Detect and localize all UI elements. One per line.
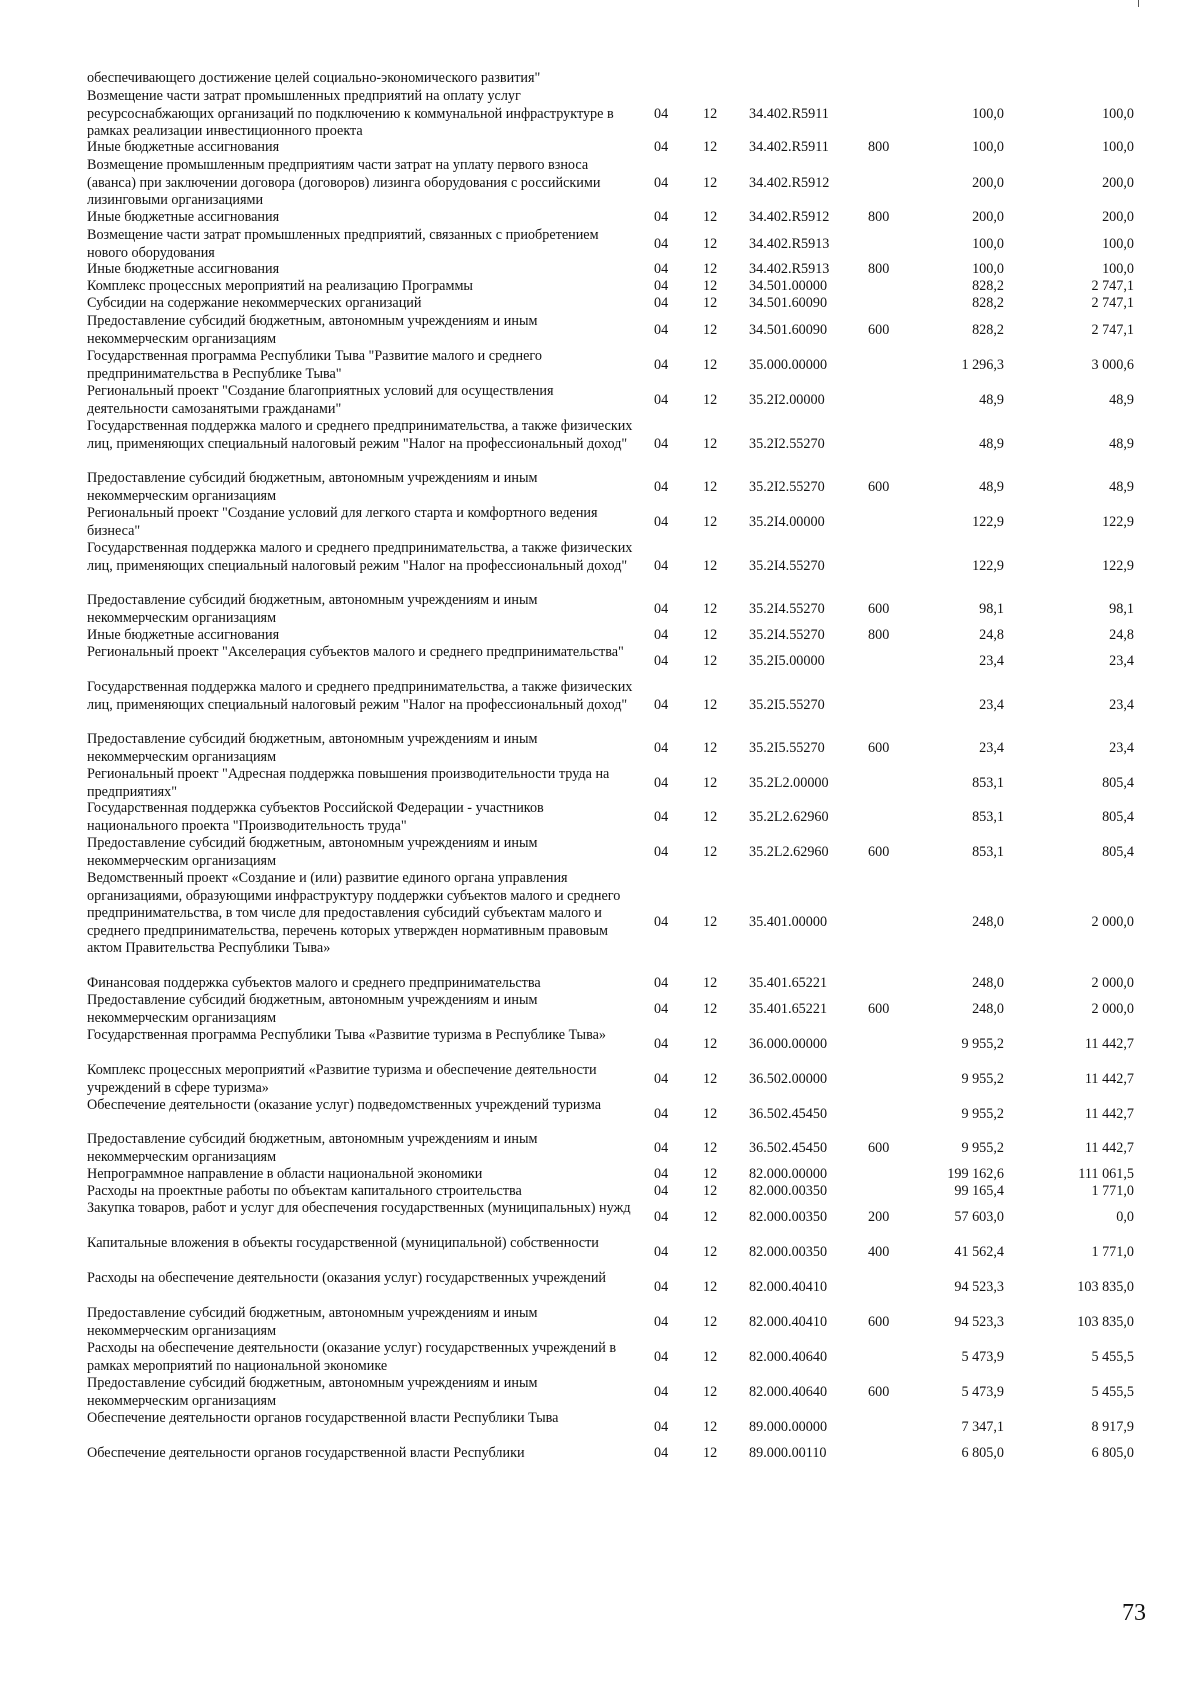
cell-rz: 04 xyxy=(654,627,669,643)
cell-prz: 12 xyxy=(703,321,718,338)
cell-prz: 12 xyxy=(703,975,718,991)
cell-csr: 82.000.00350 xyxy=(749,1243,828,1260)
cell-vr: 600 xyxy=(868,1000,890,1017)
row-name: Предоставление субсидий бюджетным, автономным учреждениям и иным некоммерческим организациям xyxy=(87,835,538,869)
row-name: Региональный проект "Создание благоприятных условий для осуществления деятельности самозанятыми гражданами" xyxy=(87,383,554,417)
table-row xyxy=(0,70,1200,88)
cell-y1: 23,4 xyxy=(979,696,1004,713)
cell-prz: 12 xyxy=(703,295,718,311)
cell-rz: 04 xyxy=(654,1000,669,1017)
row-name: Региональный проект "Адресная поддержка повышения производительности труда на предприятиях" xyxy=(87,766,610,800)
cell-y2: 200,0 xyxy=(1102,174,1134,191)
cell-y2: 1 771,0 xyxy=(1091,1243,1134,1260)
cell-y2: 5 455,5 xyxy=(1091,1383,1134,1400)
cell-csr: 34.402.R5911 xyxy=(749,139,829,155)
cell-prz: 12 xyxy=(703,235,718,252)
table-row xyxy=(0,592,1200,627)
table-row xyxy=(0,1270,1200,1305)
cell-rz: 04 xyxy=(654,739,669,756)
cell-csr: 35.2I4.55270 xyxy=(749,557,825,574)
cell-rz: 04 xyxy=(654,1035,669,1052)
row-name: Субсидии на содержание некоммерческих организаций xyxy=(87,295,422,311)
table-row xyxy=(0,1027,1200,1062)
cell-y1: 200,0 xyxy=(972,209,1004,225)
table-row xyxy=(0,835,1200,870)
table-row xyxy=(0,679,1200,732)
row-name: Ведомственный проект «Создание и (или) развитие единого органа управления организациями, образующими инфраструктуру поддержки субъектов малого и среднего предпринимательства, в том числе для предоставления субсидий субъектам малого и среднего предпринимательства, перечень которых утвержден нормативным правовым актом Правительства Республики Тыва» xyxy=(87,870,621,957)
cell-y1: 100,0 xyxy=(972,105,1004,122)
cell-rz: 04 xyxy=(654,843,669,860)
cell-y1: 98,1 xyxy=(979,600,1004,617)
table-row xyxy=(0,88,1200,141)
cell-y1: 9 955,2 xyxy=(961,1139,1004,1156)
cell-y2: 24,8 xyxy=(1109,627,1134,643)
cell-rz: 04 xyxy=(654,1139,669,1156)
cell-y1: 99 165,4 xyxy=(954,1183,1004,1199)
cell-rz: 04 xyxy=(654,174,669,191)
cell-prz: 12 xyxy=(703,478,718,495)
cell-vr: 800 xyxy=(868,139,890,155)
cell-y1: 94 523,3 xyxy=(954,1313,1004,1330)
row-name: Комплекс процессных мероприятий «Развитие туризма и обеспечение деятельности учреждений в сфере туризма» xyxy=(87,1062,597,1096)
table-row xyxy=(0,261,1200,279)
row-name: Комплекс процессных мероприятий на реализацию Программы xyxy=(87,278,473,294)
cell-csr: 35.2I2.00000 xyxy=(749,391,825,408)
cell-csr: 34.402.R5912 xyxy=(749,209,830,225)
cell-vr: 600 xyxy=(868,843,890,860)
row-name: Предоставление субсидий бюджетным, автономным учреждениям и иным некоммерческим организациям xyxy=(87,731,538,765)
row-name: Обеспечение деятельности (оказание услуг) подведомственных учреждений туризма xyxy=(87,1097,602,1113)
table-row xyxy=(0,470,1200,505)
table-row xyxy=(0,766,1200,801)
row-name: Государственная программа Республики Тыва "Развитие малого и среднего предпринимательства в Республике Тыва" xyxy=(87,348,542,382)
cell-csr: 35.2I2.55270 xyxy=(749,478,825,495)
cell-prz: 12 xyxy=(703,209,718,225)
cell-y1: 5 473,9 xyxy=(961,1348,1004,1365)
row-name: Предоставление субсидий бюджетным, автономным учреждениям и иным некоммерческим организациям xyxy=(87,992,538,1026)
cell-csr: 82.000.40640 xyxy=(749,1383,828,1400)
cell-rz: 04 xyxy=(654,1348,669,1365)
cell-y1: 6 805,0 xyxy=(961,1445,1004,1461)
cell-csr: 36.000.00000 xyxy=(749,1035,828,1052)
cell-y2: 2 000,0 xyxy=(1091,975,1134,991)
cell-csr: 36.502.45450 xyxy=(749,1105,828,1122)
table-row xyxy=(0,1445,1200,1463)
cell-csr: 35.2L2.62960 xyxy=(749,808,829,825)
table-row xyxy=(0,139,1200,157)
cell-rz: 04 xyxy=(654,652,669,669)
cell-y2: 805,4 xyxy=(1102,808,1134,825)
row-name: Региональный проект "Акселерация субъектов малого и среднего предпринимательства" xyxy=(87,644,624,660)
cell-prz: 12 xyxy=(703,1070,718,1087)
cell-y1: 122,9 xyxy=(972,513,1004,530)
cell-rz: 04 xyxy=(654,478,669,495)
table-row xyxy=(0,1340,1200,1375)
cell-y1: 23,4 xyxy=(979,652,1004,669)
row-name: Непрограммное направление в области национальной экономики xyxy=(87,1166,483,1182)
cell-csr: 34.402.R5913 xyxy=(749,261,830,277)
cell-y2: 48,9 xyxy=(1109,391,1134,408)
cell-prz: 12 xyxy=(703,278,718,294)
cell-prz: 12 xyxy=(703,513,718,530)
cell-prz: 12 xyxy=(703,1348,718,1365)
cell-y2: 805,4 xyxy=(1102,843,1134,860)
cell-csr: 82.000.00350 xyxy=(749,1208,828,1225)
cell-y2: 100,0 xyxy=(1102,105,1134,122)
table-row xyxy=(0,1235,1200,1270)
cell-y1: 100,0 xyxy=(972,139,1004,155)
cell-vr: 600 xyxy=(868,739,890,756)
cell-prz: 12 xyxy=(703,843,718,860)
cell-prz: 12 xyxy=(703,808,718,825)
cell-y2: 23,4 xyxy=(1109,652,1134,669)
cell-y2: 200,0 xyxy=(1102,209,1134,225)
cell-csr: 34.501.60090 xyxy=(749,321,828,338)
cell-csr: 89.000.00000 xyxy=(749,1418,828,1435)
cell-prz: 12 xyxy=(703,261,718,277)
cell-vr: 800 xyxy=(868,627,890,643)
row-name: Обеспечение деятельности органов государственной власти Республики xyxy=(87,1445,525,1461)
cell-prz: 12 xyxy=(703,105,718,122)
scan-corner-mark xyxy=(1138,0,1139,7)
cell-vr: 600 xyxy=(868,1313,890,1330)
cell-rz: 04 xyxy=(654,1383,669,1400)
cell-y2: 23,4 xyxy=(1109,696,1134,713)
cell-csr: 34.501.60090 xyxy=(749,295,828,311)
cell-y2: 23,4 xyxy=(1109,739,1134,756)
cell-vr: 600 xyxy=(868,321,890,338)
cell-y1: 100,0 xyxy=(972,261,1004,277)
table-row xyxy=(0,278,1200,296)
cell-rz: 04 xyxy=(654,1313,669,1330)
cell-y1: 5 473,9 xyxy=(961,1383,1004,1400)
table-row xyxy=(0,644,1200,679)
cell-y2: 11 442,7 xyxy=(1084,1139,1134,1156)
cell-rz: 04 xyxy=(654,914,669,930)
row-name: Возмещение части затрат промышленных предприятий на оплату услуг ресурсоснабжающих организаций по подключению к коммунальной инфраструктуре в рамках реализации инвестиционного проекта xyxy=(87,88,614,140)
cell-rz: 04 xyxy=(654,1278,669,1295)
cell-y2: 100,0 xyxy=(1102,261,1134,277)
cell-y1: 122,9 xyxy=(972,557,1004,574)
row-name: обеспечивающего достижение целей социально-экономического развития" xyxy=(87,70,541,86)
cell-y2: 122,9 xyxy=(1102,557,1134,574)
cell-y2: 11 442,7 xyxy=(1084,1105,1134,1122)
cell-prz: 12 xyxy=(703,356,718,373)
cell-csr: 89.000.00110 xyxy=(749,1445,827,1461)
row-name: Предоставление субсидий бюджетным, автономным учреждениям и иным некоммерческим организациям xyxy=(87,1375,538,1409)
cell-y2: 2 747,1 xyxy=(1091,278,1134,294)
cell-y2: 6 805,0 xyxy=(1091,1445,1134,1461)
cell-csr: 35.2I4.55270 xyxy=(749,627,825,643)
row-name: Государственная программа Республики Тыва «Развитие туризма в Республике Тыва» xyxy=(87,1027,606,1043)
cell-rz: 04 xyxy=(654,209,669,225)
table-row xyxy=(0,870,1200,976)
cell-prz: 12 xyxy=(703,1418,718,1435)
cell-vr: 200 xyxy=(868,1208,890,1225)
cell-y2: 11 442,7 xyxy=(1084,1035,1134,1052)
cell-prz: 12 xyxy=(703,914,718,930)
cell-rz: 04 xyxy=(654,513,669,530)
cell-prz: 12 xyxy=(703,557,718,574)
row-name: Региональный проект "Создание условий для легкого старта и комфортного ведения бизнеса" xyxy=(87,505,598,539)
row-name: Финансовая поддержка субъектов малого и среднего предпринимательства xyxy=(87,975,541,991)
table-row xyxy=(0,731,1200,766)
cell-y1: 41 562,4 xyxy=(954,1243,1004,1260)
cell-y2: 103 835,0 xyxy=(1077,1278,1134,1295)
row-name: Государственная поддержка малого и среднего предпринимательства, а также физических лиц, применяющих специальный налоговый режим "Налог на профессиональный доход" xyxy=(87,418,633,452)
table-row xyxy=(0,1062,1200,1097)
cell-y2: 3 000,6 xyxy=(1091,356,1134,373)
cell-rz: 04 xyxy=(654,295,669,311)
row-name: Предоставление субсидий бюджетным, автономным учреждениям и иным некоммерческим организациям xyxy=(87,1131,538,1165)
table-row xyxy=(0,800,1200,835)
cell-prz: 12 xyxy=(703,174,718,191)
cell-rz: 04 xyxy=(654,105,669,122)
cell-csr: 34.402.R5911 xyxy=(749,105,829,122)
row-name: Капитальные вложения в объекты государственной (муниципальной) собственности xyxy=(87,1235,599,1251)
cell-y2: 111 061,5 xyxy=(1078,1166,1134,1182)
cell-csr: 35.2I4.00000 xyxy=(749,513,825,530)
cell-vr: 800 xyxy=(868,261,890,277)
cell-y2: 805,4 xyxy=(1102,774,1134,791)
row-name: Предоставление субсидий бюджетным, автономным учреждениям и иным некоммерческим организациям xyxy=(87,470,538,504)
cell-csr: 82.000.00000 xyxy=(749,1166,828,1182)
table-row xyxy=(0,992,1200,1027)
cell-y2: 8 917,9 xyxy=(1091,1418,1134,1435)
cell-prz: 12 xyxy=(703,774,718,791)
cell-csr: 82.000.40410 xyxy=(749,1313,828,1330)
cell-prz: 12 xyxy=(703,627,718,643)
cell-csr: 35.401.65221 xyxy=(749,1000,828,1017)
table-row xyxy=(0,348,1200,383)
cell-rz: 04 xyxy=(654,1166,669,1182)
cell-prz: 12 xyxy=(703,1383,718,1400)
cell-rz: 04 xyxy=(654,1183,669,1199)
row-name: Иные бюджетные ассигнования xyxy=(87,139,280,155)
cell-y1: 200,0 xyxy=(972,174,1004,191)
cell-y1: 48,9 xyxy=(979,435,1004,452)
cell-prz: 12 xyxy=(703,435,718,452)
cell-csr: 34.402.R5913 xyxy=(749,235,830,252)
cell-y1: 24,8 xyxy=(979,627,1004,643)
cell-y2: 2 000,0 xyxy=(1091,1000,1134,1017)
cell-y1: 9 955,2 xyxy=(961,1070,1004,1087)
cell-prz: 12 xyxy=(703,1208,718,1225)
cell-csr: 34.402.R5912 xyxy=(749,174,830,191)
cell-rz: 04 xyxy=(654,391,669,408)
cell-y2: 122,9 xyxy=(1102,513,1134,530)
table-row xyxy=(0,383,1200,418)
cell-y2: 48,9 xyxy=(1109,435,1134,452)
cell-prz: 12 xyxy=(703,1183,718,1199)
cell-csr: 35.2L2.62960 xyxy=(749,843,829,860)
cell-rz: 04 xyxy=(654,696,669,713)
cell-csr: 36.502.45450 xyxy=(749,1139,828,1156)
cell-csr: 35.000.00000 xyxy=(749,356,828,373)
row-name: Закупка товаров, работ и услуг для обеспечения государственных (муниципальных) нужд xyxy=(87,1200,631,1216)
cell-y1: 48,9 xyxy=(979,391,1004,408)
cell-y2: 5 455,5 xyxy=(1091,1348,1134,1365)
cell-csr: 82.000.40640 xyxy=(749,1348,828,1365)
cell-vr: 600 xyxy=(868,600,890,617)
cell-rz: 04 xyxy=(654,1445,669,1461)
cell-rz: 04 xyxy=(654,278,669,294)
cell-prz: 12 xyxy=(703,1166,718,1182)
table-row xyxy=(0,975,1200,993)
cell-y2: 103 835,0 xyxy=(1077,1313,1134,1330)
cell-y1: 248,0 xyxy=(972,1000,1004,1017)
cell-y1: 1 296,3 xyxy=(961,356,1004,373)
cell-y1: 100,0 xyxy=(972,235,1004,252)
table-row xyxy=(0,627,1200,645)
table-row xyxy=(0,295,1200,313)
table-row xyxy=(0,1166,1200,1184)
table-row xyxy=(0,1375,1200,1410)
cell-y1: 828,2 xyxy=(972,295,1004,311)
cell-prz: 12 xyxy=(703,739,718,756)
table-row xyxy=(0,1410,1200,1445)
cell-y2: 100,0 xyxy=(1102,235,1134,252)
cell-csr: 82.000.40410 xyxy=(749,1278,828,1295)
cell-y2: 1 771,0 xyxy=(1091,1183,1134,1199)
cell-prz: 12 xyxy=(703,391,718,408)
cell-y1: 7 347,1 xyxy=(961,1418,1004,1435)
cell-prz: 12 xyxy=(703,139,718,155)
row-name: Обеспечение деятельности органов государственной власти Республики Тыва xyxy=(87,1410,559,1426)
cell-rz: 04 xyxy=(654,1243,669,1260)
cell-y2: 2 000,0 xyxy=(1091,914,1134,930)
cell-prz: 12 xyxy=(703,1243,718,1260)
cell-prz: 12 xyxy=(703,600,718,617)
cell-csr: 35.2I5.00000 xyxy=(749,652,825,669)
cell-rz: 04 xyxy=(654,261,669,277)
cell-rz: 04 xyxy=(654,235,669,252)
cell-vr: 600 xyxy=(868,1139,890,1156)
cell-rz: 04 xyxy=(654,356,669,373)
cell-csr: 35.2I2.55270 xyxy=(749,435,825,452)
row-name: Государственная поддержка субъектов Российской Федерации - участников национального проекта "Производительность труда" xyxy=(87,800,544,834)
cell-y1: 23,4 xyxy=(979,739,1004,756)
table-row xyxy=(0,157,1200,210)
row-name: Иные бюджетные ассигнования xyxy=(87,209,280,225)
cell-csr: 35.401.65221 xyxy=(749,975,828,991)
table-row xyxy=(0,1305,1200,1340)
cell-y2: 98,1 xyxy=(1109,600,1134,617)
cell-prz: 12 xyxy=(703,696,718,713)
cell-rz: 04 xyxy=(654,975,669,991)
table-row xyxy=(0,1200,1200,1235)
cell-vr: 600 xyxy=(868,1383,890,1400)
row-name: Расходы на проектные работы по объектам капитального строительства xyxy=(87,1183,522,1199)
cell-y1: 853,1 xyxy=(972,774,1004,791)
cell-rz: 04 xyxy=(654,600,669,617)
cell-rz: 04 xyxy=(654,1418,669,1435)
cell-y2: 2 747,1 xyxy=(1091,321,1134,338)
cell-prz: 12 xyxy=(703,652,718,669)
table-row xyxy=(0,227,1200,262)
cell-csr: 34.501.00000 xyxy=(749,278,828,294)
cell-prz: 12 xyxy=(703,1035,718,1052)
row-name: Возмещение промышленным предприятиям части затрат на уплату первого взноса (аванса) при заключении договора (договоров) лизинга оборудования с российскими лизинговыми организациями xyxy=(87,157,601,209)
cell-y1: 853,1 xyxy=(972,808,1004,825)
cell-rz: 04 xyxy=(654,321,669,338)
cell-y2: 0,0 xyxy=(1116,1208,1134,1225)
table-row xyxy=(0,418,1200,471)
table-row xyxy=(0,1131,1200,1166)
cell-rz: 04 xyxy=(654,557,669,574)
cell-prz: 12 xyxy=(703,1313,718,1330)
cell-csr: 36.502.00000 xyxy=(749,1070,828,1087)
cell-rz: 04 xyxy=(654,139,669,155)
table-row xyxy=(0,313,1200,348)
cell-y1: 9 955,2 xyxy=(961,1035,1004,1052)
cell-y1: 199 162,6 xyxy=(947,1166,1004,1182)
cell-y1: 828,2 xyxy=(972,278,1004,294)
row-name: Государственная поддержка малого и среднего предпринимательства, а также физических лиц, применяющих специальный налоговый режим "Налог на профессиональный доход" xyxy=(87,540,633,574)
row-name: Расходы на обеспечение деятельности (оказание услуг) государственных учреждений в рамках мероприятий по национальной экономике xyxy=(87,1340,617,1374)
table-row xyxy=(0,1097,1200,1132)
cell-y1: 248,0 xyxy=(972,975,1004,991)
cell-prz: 12 xyxy=(703,1445,718,1461)
cell-csr: 35.2I5.55270 xyxy=(749,696,825,713)
cell-y2: 48,9 xyxy=(1109,478,1134,495)
table-row xyxy=(0,1183,1200,1201)
cell-prz: 12 xyxy=(703,1139,718,1156)
table-row xyxy=(0,505,1200,540)
row-name: Предоставление субсидий бюджетным, автономным учреждениям и иным некоммерческим организациям xyxy=(87,592,538,626)
row-name: Предоставление субсидий бюджетным, автономным учреждениям и иным некоммерческим организациям xyxy=(87,313,538,347)
cell-y2: 11 442,7 xyxy=(1084,1070,1134,1087)
row-name: Иные бюджетные ассигнования xyxy=(87,261,280,277)
cell-rz: 04 xyxy=(654,808,669,825)
cell-y1: 9 955,2 xyxy=(961,1105,1004,1122)
row-name: Иные бюджетные ассигнования xyxy=(87,627,280,643)
cell-vr: 800 xyxy=(868,209,890,225)
row-name: Возмещение части затрат промышленных предприятий, связанных с приобретением нового оборудования xyxy=(87,227,599,261)
row-name: Государственная поддержка малого и среднего предпринимательства, а также физических лиц, применяющих специальный налоговый режим "Налог на профессиональный доход" xyxy=(87,679,633,713)
cell-y2: 2 747,1 xyxy=(1091,295,1134,311)
table-row xyxy=(0,209,1200,227)
cell-prz: 12 xyxy=(703,1105,718,1122)
cell-y2: 100,0 xyxy=(1102,139,1134,155)
cell-y1: 853,1 xyxy=(972,843,1004,860)
row-name: Расходы на обеспечение деятельности (оказания услуг) государственных учреждений xyxy=(87,1270,607,1286)
cell-prz: 12 xyxy=(703,1278,718,1295)
table-row xyxy=(0,540,1200,593)
cell-vr: 400 xyxy=(868,1243,890,1260)
cell-csr: 35.401.00000 xyxy=(749,914,828,930)
cell-rz: 04 xyxy=(654,1070,669,1087)
cell-rz: 04 xyxy=(654,1208,669,1225)
cell-rz: 04 xyxy=(654,435,669,452)
page-number: 73 xyxy=(1122,1600,1146,1626)
cell-vr: 600 xyxy=(868,478,890,495)
cell-csr: 35.2I4.55270 xyxy=(749,600,825,617)
cell-csr: 35.2L2.00000 xyxy=(749,774,829,791)
cell-rz: 04 xyxy=(654,1105,669,1122)
cell-y1: 57 603,0 xyxy=(954,1208,1004,1225)
cell-prz: 12 xyxy=(703,1000,718,1017)
row-name: Предоставление субсидий бюджетным, автономным учреждениям и иным некоммерческим организациям xyxy=(87,1305,538,1339)
cell-csr: 82.000.00350 xyxy=(749,1183,828,1199)
cell-y1: 248,0 xyxy=(972,914,1004,930)
cell-y1: 48,9 xyxy=(979,478,1004,495)
cell-y1: 94 523,3 xyxy=(954,1278,1004,1295)
cell-rz: 04 xyxy=(654,774,669,791)
cell-y1: 828,2 xyxy=(972,321,1004,338)
cell-csr: 35.2I5.55270 xyxy=(749,739,825,756)
